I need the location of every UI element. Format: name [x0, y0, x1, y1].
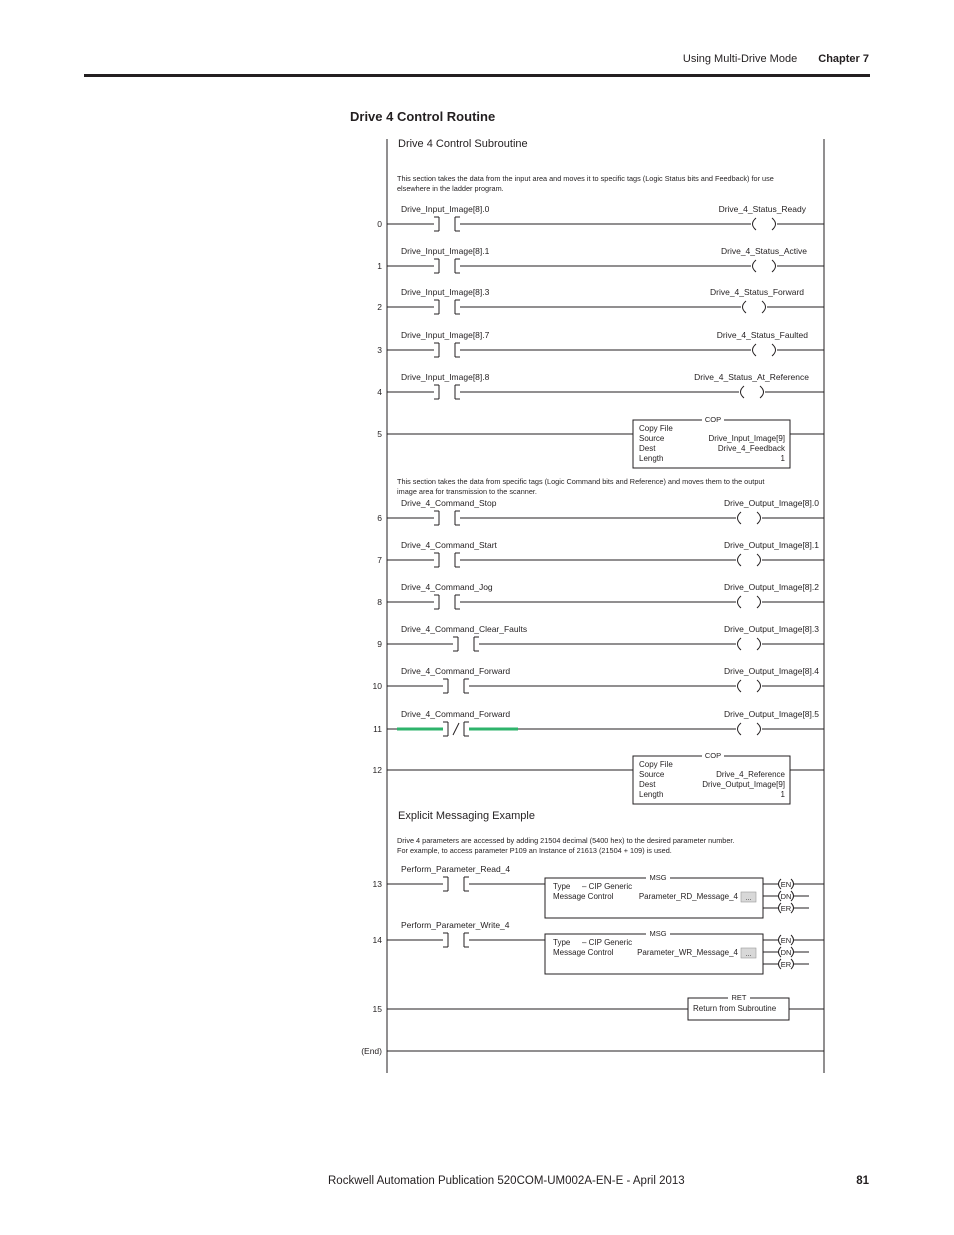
rung-15-number: 15	[372, 1004, 382, 1014]
rung-13-msg-control-label: Message Control	[553, 892, 614, 901]
rung-11-coil-tag: Drive_Output_Image[8].5	[724, 709, 819, 719]
rung-1-coil-left-arc	[753, 260, 757, 272]
rung-14-bit-er: ER	[780, 960, 792, 969]
rung-11-contact-slash	[453, 723, 459, 735]
explicit-messaging-title: Explicit Messaging Example	[398, 810, 535, 822]
rung-2-coil-right-arc	[762, 301, 766, 313]
end-rung-label: (End)	[361, 1046, 382, 1056]
rung-1-coil-tag: Drive_4_Status_Active	[721, 246, 807, 256]
rung-5-number: 5	[377, 429, 382, 439]
rung-3-coil-right-arc	[772, 344, 776, 356]
rung-8-coil-right-arc	[757, 596, 761, 608]
rung-0-contact-tag: Drive_Input_Image[8].0	[401, 204, 490, 214]
rung-13-msg-control-tag: Parameter_RD_Message_4	[638, 892, 738, 901]
rung-9-coil-left-arc	[738, 638, 742, 650]
rung-10-coil-tag: Drive_Output_Image[8].4	[724, 666, 819, 676]
rung-14-msg-control-label: Message Control	[553, 948, 614, 957]
rung-11-coil-right-arc	[757, 723, 761, 735]
rung-13-bit-right-arc-en	[791, 879, 794, 889]
rung-7-coil-tag: Drive_Output_Image[8].1	[724, 540, 819, 550]
rung-13-bit-dn: DN	[780, 892, 792, 901]
rung-9-coil-right-arc	[757, 638, 761, 650]
rung-5-cop-value-1: Drive_4_Feedback	[717, 444, 785, 453]
rung-13-msg-type-label: Type	[553, 882, 571, 891]
rung-9-coil-tag: Drive_Output_Image[8].3	[724, 624, 819, 634]
rung-14-msg-control-tag: Parameter_WR_Message_4	[637, 948, 738, 957]
section-heading: Drive 4 Control Routine	[350, 109, 496, 124]
note-output-line-1: This section takes the data from specific tags (Logic Command bits and Reference) and moves them to the output	[397, 477, 765, 486]
header-section-title: Using Multi-Drive Mode	[682, 53, 798, 65]
note-input-line-1: This section takes the data from the input area and moves it to specific tags (Logic Status bits and Feedback) for use	[397, 174, 774, 183]
rung-3-contact-tag: Drive_Input_Image[8].7	[401, 330, 490, 340]
rung-2-contact-tag: Drive_Input_Image[8].3	[401, 287, 490, 297]
rung-7-number: 7	[377, 555, 382, 565]
rung-13-bit-er: ER	[780, 904, 792, 913]
rung-7-coil-left-arc	[738, 554, 742, 566]
rung-5-cop-param-0: Source	[639, 434, 665, 443]
rung-13-msg-browse-dots: ...	[745, 895, 752, 902]
rung-10-coil-left-arc	[738, 680, 742, 692]
rung-13-number: 13	[372, 879, 382, 889]
rung-11-coil-left-arc	[738, 723, 742, 735]
rung-0-coil-right-arc	[772, 218, 776, 230]
header-chapter: Chapter 7	[818, 53, 869, 65]
rung-0-coil-tag: Drive_4_Status_Ready	[718, 204, 806, 214]
rung-14-number: 14	[372, 935, 382, 945]
rung-4-number: 4	[377, 387, 382, 397]
rung-6-contact-tag: Drive_4_Command_Stop	[401, 498, 497, 508]
rung-10-number: 10	[372, 681, 382, 691]
rung-14-bit-en: EN	[780, 936, 792, 945]
rung-15-ret-mnemonic: RET	[731, 993, 747, 1002]
note-messaging-line-1: Drive 4 parameters are accessed by adding 21504 decimal (5400 hex) to the desired parameter number.	[397, 836, 735, 845]
rung-4-coil-left-arc	[741, 386, 745, 398]
rung-5-cop-value-0: Drive_Input_Image[9]	[708, 434, 785, 443]
rung-6-coil-left-arc	[738, 512, 742, 524]
rung-6-number: 6	[377, 513, 382, 523]
rung-12-cop-name: Copy File	[639, 760, 673, 769]
note-messaging-line-2: For example, to access parameter P109 an Instance of 21613 (21504 + 109) is used.	[397, 846, 672, 855]
rung-12-cop-value-1: Drive_Output_Image[9]	[702, 780, 785, 789]
rung-12-cop-param-0: Source	[639, 770, 665, 779]
rung-4-coil-right-arc	[760, 386, 764, 398]
rung-14-bit-right-arc-en	[791, 935, 794, 945]
rung-5-cop-param-2: Length	[639, 454, 664, 463]
rung-1-coil-right-arc	[772, 260, 776, 272]
page-number: 81	[856, 1175, 869, 1187]
rung-13-bit-right-arc-er	[791, 903, 794, 913]
rung-1-contact-tag: Drive_Input_Image[8].1	[401, 246, 490, 256]
rung-12-cop-param-2: Length	[639, 790, 664, 799]
rung-12-number: 12	[372, 765, 382, 775]
rung-3-number: 3	[377, 345, 382, 355]
rung-15-ret-text: Return from Subroutine	[693, 1004, 777, 1013]
rung-2-coil-left-arc	[743, 301, 747, 313]
rung-6-coil-tag: Drive_Output_Image[8].0	[724, 498, 819, 508]
rung-8-contact-tag: Drive_4_Command_Jog	[401, 582, 493, 592]
rung-0-number: 0	[377, 219, 382, 229]
rung-5-cop-value-2: 1	[780, 454, 785, 463]
rung-14-msg-browse-dots: ...	[745, 951, 752, 958]
rung-3-coil-tag: Drive_4_Status_Faulted	[716, 330, 808, 340]
rung-9-contact-tag: Drive_4_Command_Clear_Faults	[401, 624, 528, 634]
rung-8-coil-tag: Drive_Output_Image[8].2	[724, 582, 819, 592]
rung-10-coil-right-arc	[757, 680, 761, 692]
rung-3-coil-left-arc	[753, 344, 757, 356]
rung-4-contact-tag: Drive_Input_Image[8].8	[401, 372, 490, 382]
rung-4-coil-tag: Drive_4_Status_At_Reference	[694, 372, 809, 382]
rung-6-coil-right-arc	[757, 512, 761, 524]
rung-7-contact-tag: Drive_4_Command_Start	[401, 540, 497, 550]
rung-12-cop-mnemonic: COP	[704, 751, 722, 760]
rung-8-coil-left-arc	[738, 596, 742, 608]
rung-13-msg-type-value: – CIP Generic	[582, 882, 633, 891]
note-input-line-2: elsewhere in the ladder program.	[397, 184, 504, 193]
rung-13-bit-en: EN	[780, 880, 792, 889]
rung-14-msg-type-value: – CIP Generic	[582, 938, 633, 947]
rung-1-number: 1	[377, 261, 382, 271]
rung-5-cop-name: Copy File	[639, 424, 673, 433]
rung-12-cop-param-1: Dest	[639, 780, 656, 789]
rung-12-cop-value-0: Drive_4_Reference	[716, 770, 785, 779]
rung-5-cop-mnemonic: COP	[704, 415, 722, 424]
footer-publication: Rockwell Automation Publication 520COM-UM002A-EN-E - April 2013	[328, 1175, 685, 1187]
rung-13-msg-mnemonic: MSG	[649, 873, 667, 882]
rung-5-cop-param-1: Dest	[639, 444, 656, 453]
note-output-line-2: image area for transmission to the scanner.	[397, 487, 537, 496]
rung-9-number: 9	[377, 639, 382, 649]
rung-2-coil-tag: Drive_4_Status_Forward	[709, 287, 804, 297]
subroutine-title: Drive 4 Control Subroutine	[398, 138, 528, 150]
rung-14-msg-type-label: Type	[553, 938, 571, 947]
rung-10-contact-tag: Drive_4_Command_Forward	[401, 666, 511, 676]
rung-14-bit-dn: DN	[780, 948, 792, 957]
rung-11-number: 11	[373, 724, 382, 734]
rung-2-number: 2	[377, 302, 382, 312]
rung-7-coil-right-arc	[757, 554, 761, 566]
rung-13-contact-tag: Perform_Parameter_Read_4	[401, 864, 511, 874]
rung-14-msg-mnemonic: MSG	[649, 929, 667, 938]
rung-0-coil-left-arc	[753, 218, 757, 230]
rung-8-number: 8	[377, 597, 382, 607]
rung-11-contact-tag: Drive_4_Command_Forward	[401, 709, 511, 719]
rung-14-bit-right-arc-er	[791, 959, 794, 969]
rung-14-contact-tag: Perform_Parameter_Write_4	[401, 920, 510, 930]
rung-12-cop-value-2: 1	[780, 790, 785, 799]
